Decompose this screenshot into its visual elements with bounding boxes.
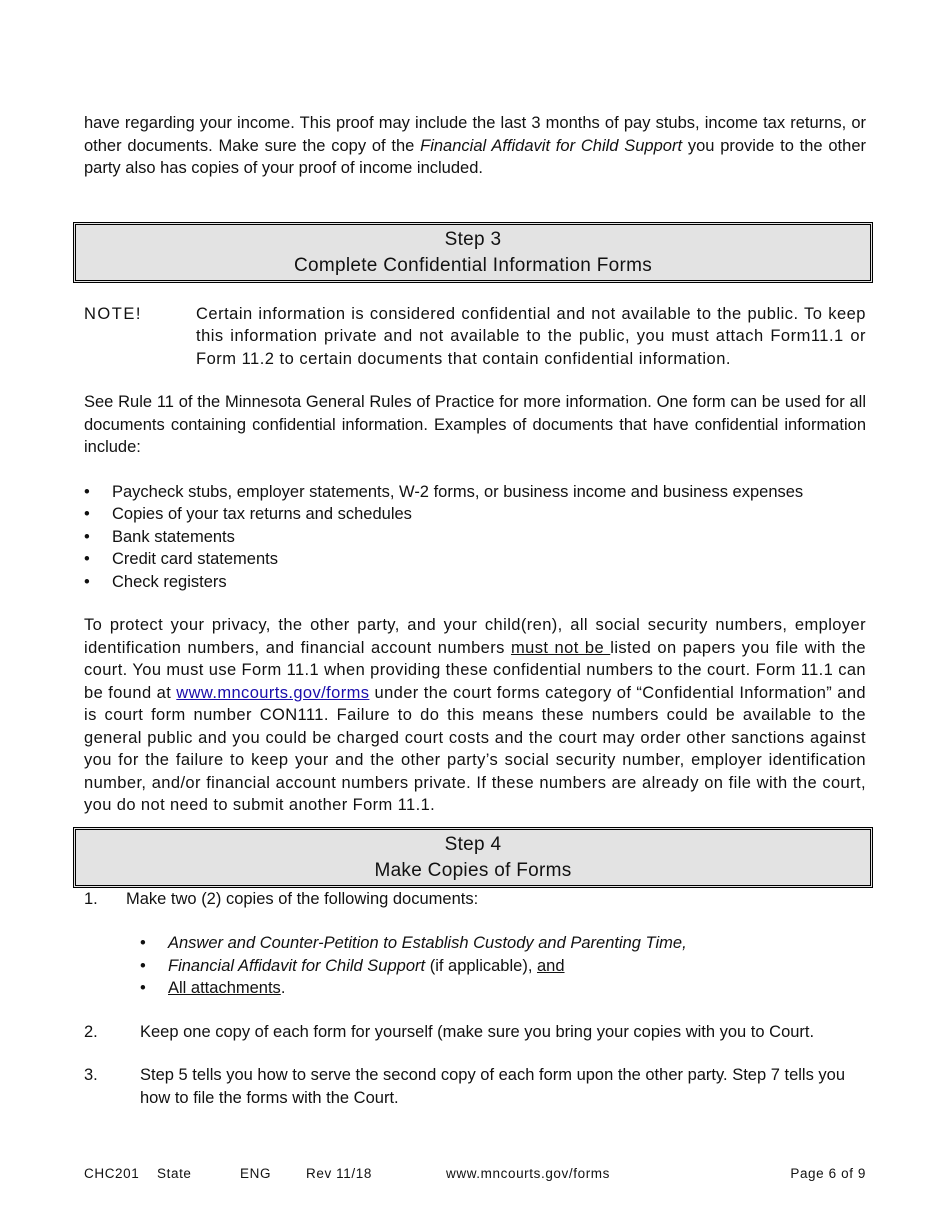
bullet-icon: • bbox=[84, 572, 90, 591]
list-item: • Copies of your tax returns and schedules bbox=[84, 503, 866, 526]
step3-title: Complete Confidential Information Forms bbox=[293, 254, 653, 276]
step4-header bbox=[73, 827, 873, 888]
intro-text-1: have regarding your income. This proof may include the last 3 months of pay stubs, income tax returns, or other documents. Make sure the copy of the bbox=[84, 114, 866, 155]
list-item: • Financial Affidavit for Child Support (if applicable), and bbox=[140, 955, 866, 978]
bullet-icon: • bbox=[84, 505, 90, 523]
step4-title: Make Copies of Forms bbox=[374, 859, 572, 881]
privacy-paragraph: To protect your privacy, the other party, and your child(ren), all social security numbers, employer identification numbers, and financial account numbers must not be listed on papers you file with the court. You must use Form 11.1 when providing these confidential numbers to the court. Form 11.1 can be found at www.mncourts.gov/forms under the court forms category of “Confidential Information” and is court form number CON111. Failure to do this means these numbers could be available to the general public and you could be charged court costs and the court may order other sanctions against you for the failure to keep your and the other party’s social security number, employer identification number, and/or financial account numbers private. If these numbers are already on file with the court, you do not need to submit another Form 11.1. bbox=[84, 616, 866, 814]
step4-number: Step 4 bbox=[444, 833, 502, 855]
list-item: • Check registers bbox=[84, 571, 866, 594]
form-code: CHC201 bbox=[84, 1166, 140, 1181]
footer-state: State bbox=[157, 1166, 192, 1181]
note-label: NOTE! bbox=[84, 304, 142, 323]
list-item: • Credit card statements bbox=[84, 548, 866, 571]
bullet-icon: • bbox=[140, 979, 146, 997]
rule-paragraph: See Rule 11 of the Minnesota General Rules of Practice for more information. One form can be used for all documents containing confidential information. Examples of documents that have confidential information include: bbox=[84, 393, 866, 456]
footer-language: ENG bbox=[240, 1166, 272, 1181]
intro-form-name: Financial Affidavit for Child Support bbox=[420, 136, 683, 155]
step3-header bbox=[73, 222, 873, 283]
step3-number: Step 3 bbox=[444, 228, 502, 250]
mncourts-forms-link[interactable]: www.mncourts.gov/forms bbox=[176, 683, 370, 702]
confidential-examples-list bbox=[84, 481, 866, 594]
step4-item-2: 2. Keep one copy of each form for yourself (make sure you bring your copies with you to Court. bbox=[84, 1022, 815, 1041]
step4-item-3: 3. Step 5 tells you how to serve the second copy of each form upon the other party. Step 7 tells you how to file the forms with the Court. bbox=[84, 1066, 846, 1107]
list-item: • Paycheck stubs, employer statements, W-2 forms, or business income and business expenses bbox=[84, 481, 866, 504]
bullet-icon: • bbox=[84, 550, 90, 568]
copies-list bbox=[84, 932, 866, 1000]
document-page bbox=[84, 112, 866, 1109]
footer-url[interactable]: www.mncourts.gov/forms bbox=[446, 1166, 610, 1181]
list-item: • All attachments. bbox=[140, 977, 866, 1000]
list-item: • Answer and Counter-Petition to Establish Custody and Parenting Time, bbox=[140, 932, 866, 955]
bullet-icon: • bbox=[84, 527, 90, 546]
intro-paragraph bbox=[84, 112, 866, 180]
page-number: Page 6 of 9 bbox=[790, 1166, 866, 1181]
note-block bbox=[84, 303, 866, 371]
list-item: • Bank statements bbox=[84, 526, 866, 549]
intro-text-2: you provide to the other party also has copies of your proof of income included. bbox=[84, 136, 866, 177]
bullet-icon: • bbox=[84, 482, 90, 501]
must-not-be-emphasis: must not be bbox=[511, 638, 611, 657]
note-text: Certain information is considered confidential and not available to the public. To keep this information private and not available to the public, you must attach Form11.1 or Form 11.2 to certain documents that contain confidential information. bbox=[196, 304, 866, 368]
bullet-icon: • bbox=[140, 956, 146, 975]
footer-revision: Rev 11/18 bbox=[306, 1166, 372, 1181]
step4-item-1: 1. Make two (2) copies of the following documents: bbox=[84, 889, 479, 908]
bullet-icon: • bbox=[140, 934, 146, 952]
